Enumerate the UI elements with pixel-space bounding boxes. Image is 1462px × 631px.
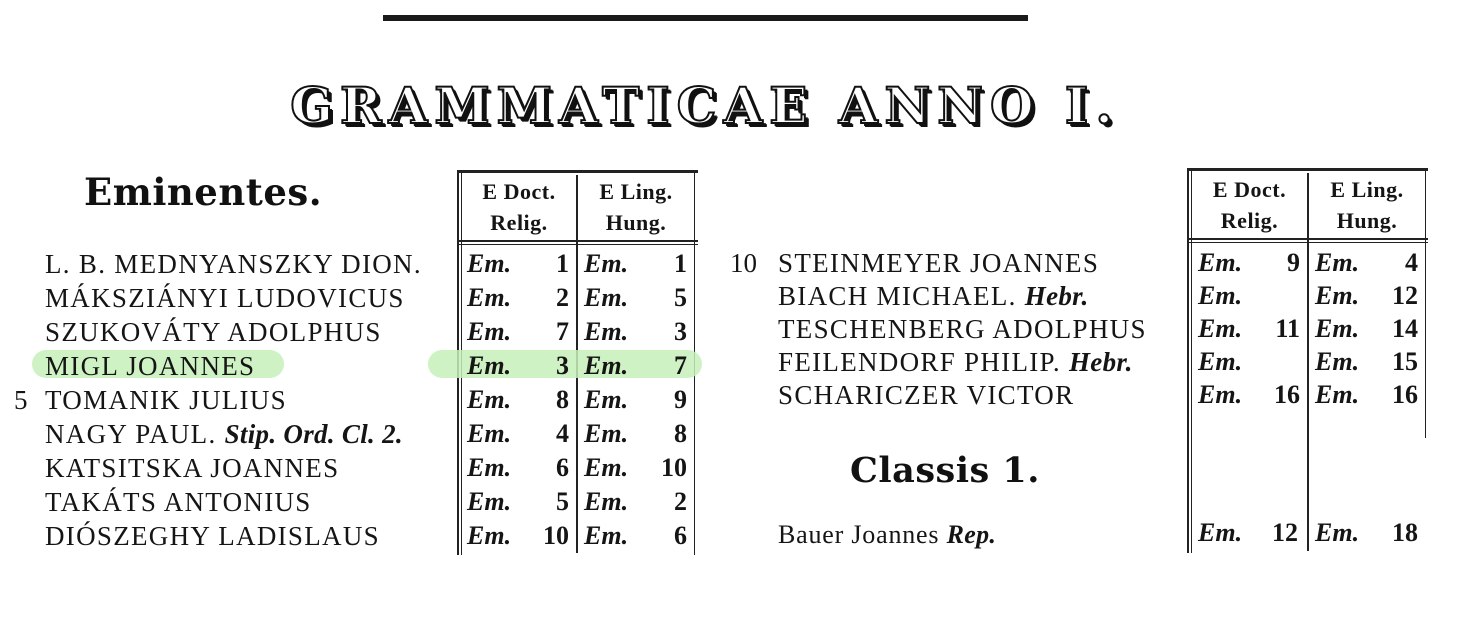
grade-label: Em. (1198, 281, 1243, 310)
grade-rank: 6 (556, 453, 569, 482)
grade-label: Em. (1198, 248, 1243, 277)
right-table-left-rule (1187, 168, 1189, 553)
grade-hung (582, 385, 692, 417)
grade-rank: 8 (556, 385, 569, 414)
grade-relig (465, 419, 575, 451)
grade-relig (1196, 248, 1306, 280)
grade-hung (582, 419, 692, 451)
student-name-suffix: Stip. Ord. Cl. 2. (224, 419, 403, 449)
grade-relig (1196, 281, 1306, 313)
grade-rank: 15 (1392, 347, 1418, 376)
student-name (45, 283, 405, 314)
grade-rank: 3 (674, 317, 687, 346)
grade-relig (465, 521, 575, 553)
classis-suffix: Rep. (946, 520, 997, 549)
grade-label: Em. (1198, 314, 1243, 343)
grade-rank: 7 (674, 351, 687, 380)
student-name (45, 385, 287, 416)
grade-label: Em. (584, 351, 629, 380)
left-table-header-rule-2 (457, 244, 698, 245)
grade-label: Em. (467, 521, 512, 550)
grade-label: Em. (467, 249, 512, 278)
right-col-header-hung: E Ling. Hung. (1330, 177, 1404, 233)
student-name-text: KATSITSKA JOANNES (45, 453, 340, 483)
grade-relig (1196, 380, 1306, 412)
left-table-header-rule (457, 240, 698, 242)
right-table-header-rule (1187, 238, 1428, 240)
grade-hung (1313, 281, 1423, 313)
grade-label: Em. (467, 351, 512, 380)
right-table-right-rule (1425, 168, 1426, 438)
student-name-text: DIÓSZEGHY LADISLAUS (45, 521, 380, 551)
row-number: 5 (14, 385, 28, 415)
grade-label: Em. (1198, 347, 1243, 376)
grade-hung (582, 453, 692, 485)
student-name-text: MÁKSZIÁNYI LUDOVICUS (45, 283, 405, 313)
grade-hung (1313, 380, 1423, 412)
grade-label: Em. (467, 385, 512, 414)
right-col-header-relig: E Doct. Relig. (1212, 177, 1287, 233)
grade-hung (1313, 248, 1423, 280)
grade-label: Em. (584, 385, 629, 414)
top-rule (383, 15, 1028, 21)
classis-row-name (778, 520, 996, 550)
grade-label: Em. (1315, 314, 1360, 343)
grade-label: Em. (467, 487, 512, 516)
section-heading-classis: Classis 1. (850, 450, 1040, 491)
student-name (45, 249, 422, 280)
grade-label: Em. (467, 453, 512, 482)
student-name (45, 453, 339, 484)
grade-hung (582, 283, 692, 315)
grade-rank: 6 (674, 521, 687, 550)
right-table-header-rule-2 (1187, 242, 1428, 243)
left-col-header-hung: E Ling. Hung. (599, 179, 673, 235)
grade-rank: 9 (674, 385, 687, 414)
grade-rank: 2 (556, 283, 569, 312)
grade-label: Em. (467, 283, 512, 312)
grade-rank: 10 (661, 453, 687, 482)
grade-relig (1196, 347, 1306, 379)
grade-label: Em. (1315, 248, 1360, 277)
grade-label: Em. (584, 521, 629, 550)
grade-hung (1313, 347, 1423, 379)
right-table-top-rule (1187, 168, 1428, 171)
student-name (778, 347, 1133, 378)
student-name-text: FEILENDORF PHILIP. (778, 347, 1061, 377)
student-name-text: MIGL JOANNES (45, 351, 256, 381)
grade-label: Em. (1315, 347, 1360, 376)
student-name-text: L. B. MEDNYANSZKY DION. (45, 249, 422, 279)
student-name-text: BIACH MICHAEL. (778, 281, 1017, 311)
student-name (45, 317, 382, 348)
grade-rank: 8 (674, 419, 687, 448)
student-name-text: TOMANIK JULIUS (45, 385, 287, 415)
grade-label: Em. (584, 487, 629, 516)
grade-hung (1313, 314, 1423, 346)
grade-label: Em. (467, 419, 512, 448)
grade-relig (465, 283, 575, 315)
grade-rank: 12 (1392, 281, 1418, 310)
student-name-text: NAGY PAUL. (45, 419, 217, 449)
student-name (778, 314, 1147, 345)
grade-rank: 9 (1287, 248, 1300, 277)
classis-grade-relig: Em. 12 (1198, 518, 1298, 547)
student-name (778, 380, 1074, 411)
grade-rank: 11 (1275, 314, 1300, 343)
grade-hung (582, 521, 692, 553)
classis-grade-hung: Em. 18 (1315, 518, 1418, 547)
grade-rank: 7 (556, 317, 569, 346)
student-name (778, 281, 1089, 312)
grade-label: Em. (1315, 281, 1360, 310)
grade-rank: 10 (543, 521, 569, 550)
grade-hung (582, 351, 692, 383)
grade-rank: 5 (556, 487, 569, 516)
grade-rank: 1 (674, 249, 687, 278)
student-name-text: SCHARICZER VICTOR (778, 380, 1075, 410)
grade-rank: 5 (674, 283, 687, 312)
grade-relig (1196, 314, 1306, 346)
grade-label: Em. (467, 317, 512, 346)
page-title: GRAMMATICAE ANNO I. (290, 76, 1120, 135)
student-name (778, 248, 1099, 279)
grade-hung (582, 317, 692, 349)
student-name-suffix: Hebr. (1068, 347, 1133, 377)
grade-label: Em. (584, 283, 629, 312)
student-name (45, 521, 380, 552)
student-name-suffix: Hebr. (1024, 281, 1089, 311)
grade-rank: 16 (1392, 380, 1418, 409)
grade-rank: 2 (674, 487, 687, 516)
grade-label: Em. (1198, 380, 1243, 409)
left-table-top-rule (457, 170, 698, 173)
student-name (45, 487, 312, 518)
student-name (45, 351, 255, 382)
grade-relig (465, 453, 575, 485)
grade-label: Em. (584, 317, 629, 346)
grade-relig (465, 317, 575, 349)
grade-rank: 1 (556, 249, 569, 278)
student-name-text: TAKÁTS ANTONIUS (45, 487, 312, 517)
section-heading-eminentes: Eminentes. (84, 170, 323, 214)
classis-name: Bauer Joannes (778, 520, 940, 549)
grade-relig (465, 385, 575, 417)
grade-relig (465, 351, 575, 383)
grade-label: Em. (584, 453, 629, 482)
grade-relig (465, 249, 575, 281)
row-number: 10 (730, 248, 757, 278)
student-name-text: STEINMEYER JOANNES (778, 248, 1100, 278)
grade-rank: 3 (556, 351, 569, 380)
student-name (45, 419, 403, 450)
grade-label: Em. (584, 419, 629, 448)
grade-rank: 14 (1392, 314, 1418, 343)
grade-rank: 4 (556, 419, 569, 448)
grade-rank: 4 (1405, 248, 1418, 277)
left-col-header-relig: E Doct. Relig. (482, 179, 556, 235)
grade-hung (582, 249, 692, 281)
grade-hung (582, 487, 692, 519)
student-name-text: TESCHENBERG ADOLPHUS (778, 314, 1147, 344)
grade-label: Em. (584, 249, 629, 278)
student-name-text: SZUKOVÁTY ADOLPHUS (45, 317, 382, 347)
grade-relig (465, 487, 575, 519)
grade-label: Em. (1315, 380, 1360, 409)
grade-rank: 16 (1274, 380, 1300, 409)
